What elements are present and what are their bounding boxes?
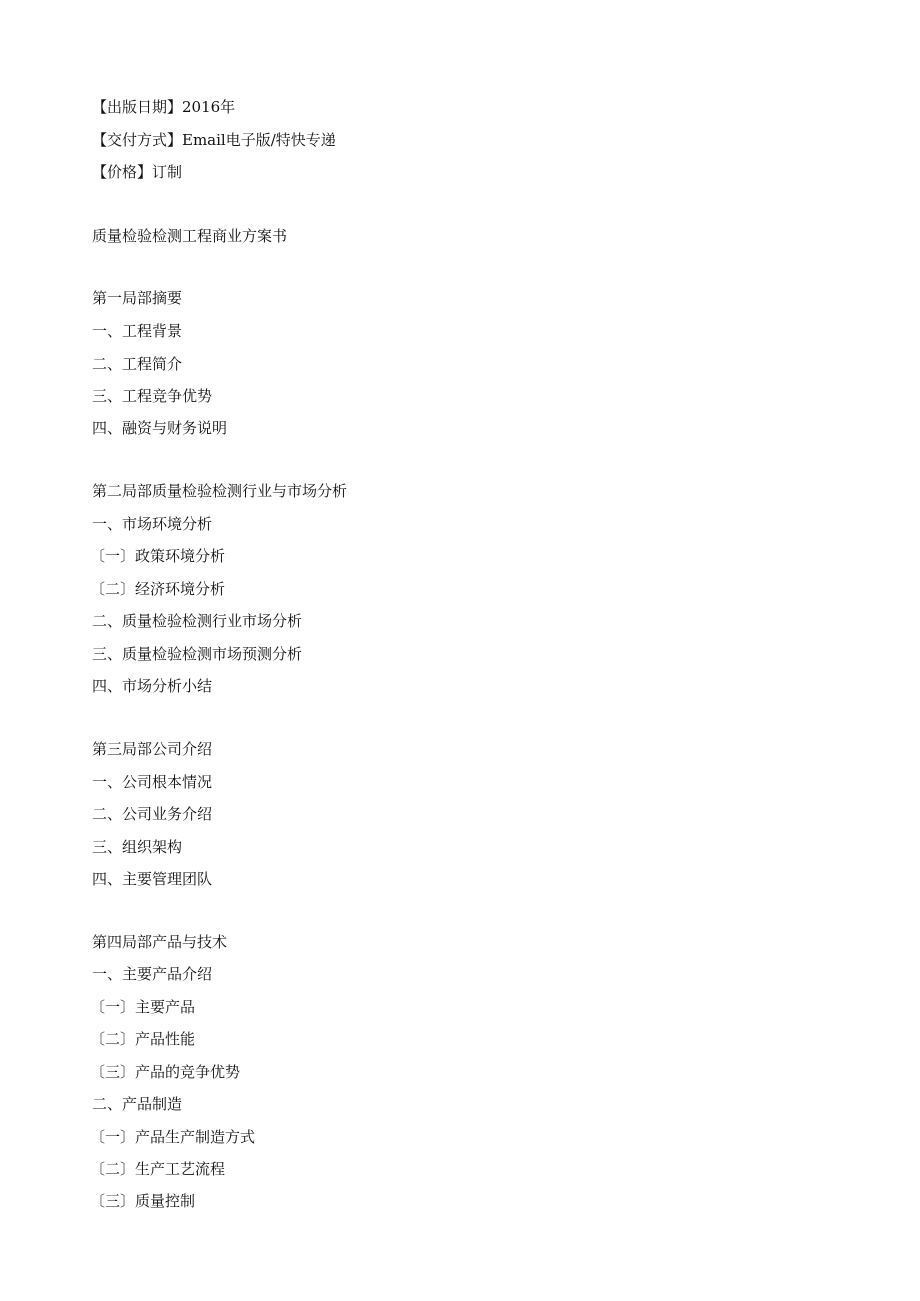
toc-item: 一、市场环境分析 xyxy=(92,515,213,533)
toc-item: 四、市场分析小结 xyxy=(92,677,213,695)
toc-item: 一、工程背景 xyxy=(92,322,183,340)
toc-subitem: 〔二〕经济环境分析 xyxy=(90,580,226,598)
toc-item: 三、工程竞争优势 xyxy=(92,387,213,405)
toc-item: 四、主要管理团队 xyxy=(92,870,213,888)
toc-item: 四、融资与财务说明 xyxy=(92,419,228,437)
toc-subitem: 〔三〕质量控制 xyxy=(90,1192,196,1210)
document-title: 质量检验检测工程商业方案书 xyxy=(92,227,288,245)
section-heading: 第三局部公司介绍 xyxy=(92,740,213,758)
toc-item: 一、公司根本情况 xyxy=(92,773,213,791)
price: 【价格】订制 xyxy=(92,163,183,181)
section-heading: 第四局部产品与技术 xyxy=(92,933,228,951)
section-heading: 第一局部摘要 xyxy=(92,289,183,307)
toc-subitem: 〔二〕产品性能 xyxy=(90,1030,196,1048)
toc-subitem: 〔一〕产品生产制造方式 xyxy=(90,1128,256,1146)
toc-item: 三、组织架构 xyxy=(92,838,183,856)
toc-item: 一、主要产品介绍 xyxy=(92,965,213,983)
toc-item: 二、产品制造 xyxy=(92,1095,183,1113)
toc-subitem: 〔一〕政策环境分析 xyxy=(90,547,226,565)
toc-subitem: 〔二〕生产工艺流程 xyxy=(90,1160,226,1178)
delivery-method: 【交付方式】Email电子版/特快专递 xyxy=(92,131,336,149)
toc-subitem: 〔三〕产品的竞争优势 xyxy=(90,1063,241,1081)
section-heading: 第二局部质量检验检测行业与市场分析 xyxy=(92,482,348,500)
toc-item: 二、公司业务介绍 xyxy=(92,805,213,823)
toc-item: 三、质量检验检测市场预测分析 xyxy=(92,645,303,663)
toc-subitem: 〔一〕主要产品 xyxy=(90,998,196,1016)
publication-date: 【出版日期】2016年 xyxy=(92,98,236,116)
toc-item: 二、工程简介 xyxy=(92,355,183,373)
toc-item: 二、质量检验检测行业市场分析 xyxy=(92,612,303,630)
